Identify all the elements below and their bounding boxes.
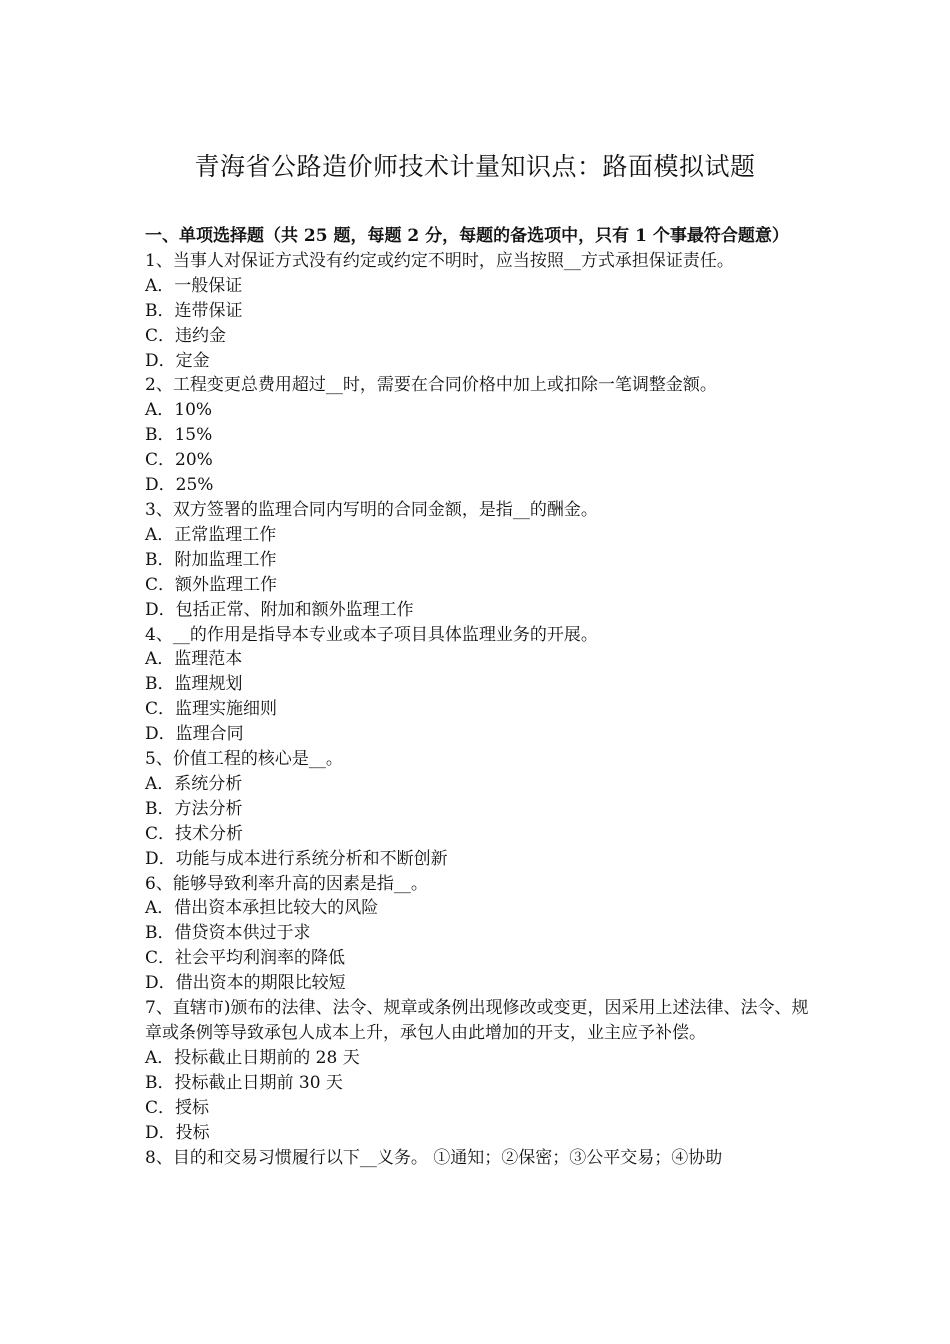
question-stem: 8、目的和交易习惯履行以下__义务。 ①通知；②保密；③公平交易；④协助 [145,1147,723,1168]
option-c: C．监理实施细则 [145,699,278,720]
option-c: C．违约金 [145,325,227,346]
option-b: B．方法分析 [145,798,243,819]
option-d: D．25% [145,475,214,496]
option-b: B．附加监理工作 [145,549,277,570]
question-5 [145,747,817,872]
option-d: D．借出资本的期限比较短 [145,973,346,994]
question-stem: 1、当事人对保证方式没有约定或约定不明时，应当按照__方式承担保证责任。 [145,250,734,271]
option-d: D．功能与成本进行系统分析和不断创新 [145,848,448,869]
document-body [145,224,817,1170]
question-6 [145,872,817,997]
option-b: B．借贷资本供过于求 [145,923,311,944]
question-3 [145,498,817,623]
option-d: D．投标 [145,1122,210,1143]
option-c: C．额外监理工作 [145,574,278,595]
option-a: A．一般保证 [145,275,243,296]
option-a: A．10% [145,400,213,421]
question-stem: 3、双方签署的监理合同内写明的合同金额，是指__的酬金。 [145,499,598,520]
question-stem: 5、价值工程的核心是__。 [145,749,343,770]
option-b: B．连带保证 [145,300,243,321]
option-d: D．定金 [145,350,210,371]
question-stem: 2、工程变更总费用超过__时，需要在合同价格中加上或扣除一笔调整金额。 [145,375,717,396]
option-d: D．监理合同 [145,724,244,745]
question-2 [145,373,817,498]
option-c: C．社会平均利润率的降低 [145,948,346,969]
section-heading: 一、单项选择题（共 25 题，每题 2 分，每题的备选项中，只有 1 个事最符合题意） [145,226,789,246]
option-c: C．技术分析 [145,823,244,844]
document-title: 青海省公路造价师技术计量知识点：路面模拟试题 [194,152,756,181]
option-a: A．监理范本 [145,649,243,670]
question-7 [145,996,817,1145]
option-c: C．20% [145,450,213,471]
option-d: D．包括正常、附加和额外监理工作 [145,599,414,620]
question-stem: 4、__的作用是指导本专业或本子项目具体监理业务的开展。 [145,624,598,645]
question-1 [145,249,817,374]
option-c: C．授标 [145,1097,210,1118]
question-stem: 6、能够导致利率升高的因素是指__。 [145,873,428,894]
option-a: A．投标截止日期前的 28 天 [145,1047,360,1068]
option-b: B．15% [145,425,213,446]
question-8 [145,1146,817,1171]
question-4 [145,623,817,748]
option-b: B．投标截止日期前 30 天 [145,1072,343,1093]
option-a: A．正常监理工作 [145,524,277,545]
option-a: A．系统分析 [145,773,243,794]
question-stem: 7、直辖市)颁布的法律、法令、规章或条例出现修改或变更，因采用上述法律、法令、规章或条例等导致承包人成本上升，承包人由此增加的开支，业主应予补偿。 [145,998,809,1043]
option-a: A．借出资本承担比较大的风险 [145,898,379,919]
option-b: B．监理规划 [145,674,243,695]
